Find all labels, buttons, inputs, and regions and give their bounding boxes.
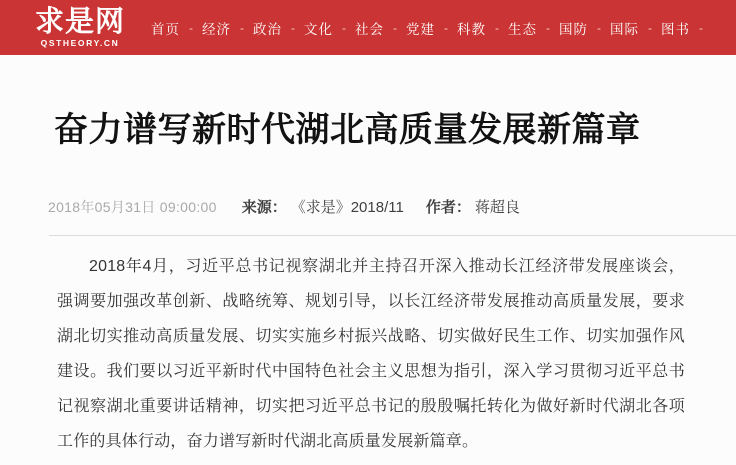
nav-separator: - [240,20,245,35]
nav-item-party-building[interactable]: 党建 [406,21,436,37]
main-nav [151,18,712,38]
nav-separator: - [699,20,704,35]
nav-item-defense[interactable]: 国防 [559,21,589,37]
source-label: 来源： [241,199,287,216]
author-value: 蒋超良 [474,199,520,216]
nav-separator: - [189,20,194,35]
nav-item-society[interactable]: 社会 [355,21,385,37]
meta-divider-line [49,235,736,236]
nav-item-international[interactable]: 国际 [610,21,640,37]
site-logo-subtext: QSTHEORY.CN [40,38,120,48]
nav-separator: - [546,20,551,35]
article-title: 奋力谱写新时代湖北高质量发展新篇章 [54,111,641,149]
nav-item-politics[interactable]: 政治 [253,21,283,37]
nav-separator: - [648,20,653,35]
nav-item-science-education[interactable]: 科教 [457,21,487,37]
nav-separator: - [444,20,449,35]
author-label: 作者： [425,199,471,216]
nav-separator: - [342,20,347,35]
nav-item-home[interactable]: 首页 [151,21,181,37]
nav-separator: - [291,20,296,35]
site-header [0,0,736,55]
nav-separator: - [495,20,500,35]
nav-item-books[interactable]: 图书 [661,21,691,37]
nav-item-ecology[interactable]: 生态 [508,21,538,37]
nav-item-economy[interactable]: 经济 [202,21,232,37]
nav-separator: - [393,20,398,35]
article-paragraph: 2018年4月，习近平总书记视察湖北并主持召开深入推动长江经济带发展座谈会，强调要加强改革创新、战略统筹、规划引导，以长江经济带发展推动高质量发展，要求湖北切实推动高质量发展、切实实施乡村振兴战略、切实做好民生工作、切实加强作风建设。我们要以习近平新时代中国特色社会主义思想为指引，深入学习贯彻习近平总书记视察湖北重要讲话精神，切实把习近平总书记的殷殷嘱托转化为做好新时代湖北各项工作的具体行动，奋力谱写新时代湖北高质量发展新篇章。 [57,258,685,450]
nav-item-culture[interactable]: 文化 [304,21,334,37]
publish-date: 2018年05月31日 09:00:00 [48,199,217,215]
article-body [57,249,685,459]
article-meta [48,196,520,217]
site-logo-text: 求是网 [35,6,126,38]
nav-separator: - [597,20,602,35]
site-logo[interactable] [35,7,125,48]
source-value: 《求是》2018/11 [290,199,404,216]
